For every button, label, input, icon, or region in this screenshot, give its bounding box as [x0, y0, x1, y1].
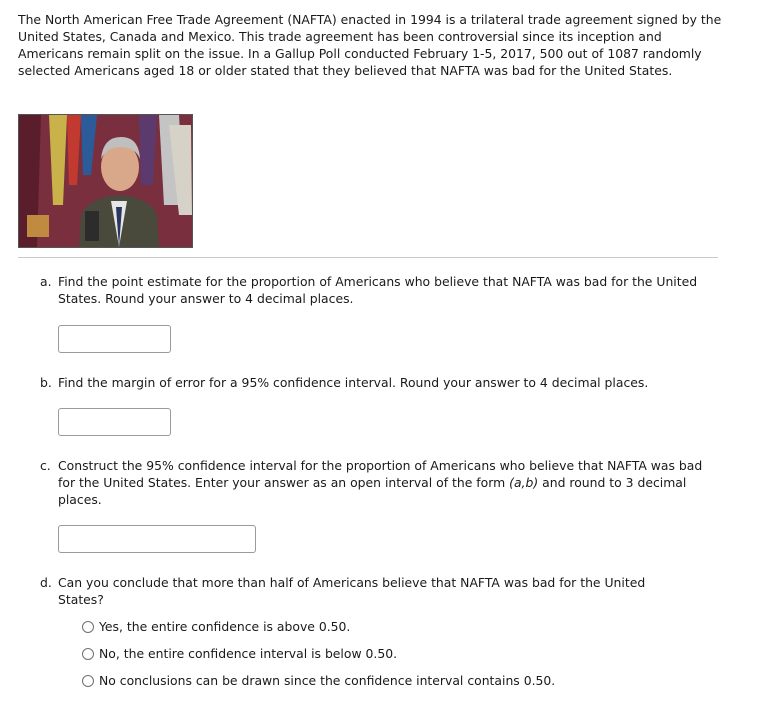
option-no-conclusion-label: No conclusions can be drawn since the confidence interval contains 0.50. [99, 673, 556, 688]
question-b-text: Find the margin of error for a 95% confidence interval. Round your answer to 4 decimal places. [58, 375, 649, 390]
answer-b-input[interactable] [58, 408, 171, 436]
question-c [40, 457, 710, 508]
question-c-interval-form: (a,b) [509, 475, 539, 490]
radio-button[interactable] [82, 648, 94, 660]
option-yes[interactable] [82, 618, 350, 635]
question-a-text: Find the point estimate for the proportion of Americans who believe that NAFTA was bad for the United States. Round your answer to 4 decimal places. [58, 274, 698, 306]
question-d-letter: d. [40, 575, 52, 590]
question-c-text [58, 457, 710, 508]
radio-button[interactable] [82, 621, 94, 633]
answer-a-input[interactable] [58, 325, 171, 353]
question-d [40, 574, 690, 608]
speaker-photo [18, 114, 193, 248]
question-c-text-part1: Construct the 95% confidence interval for the proportion of Americans who believe that NAFTA was bad for the United States. Enter your answer as an open interval of the form [58, 458, 703, 490]
question-c-letter: c. [40, 458, 51, 473]
question-c-text-part2: and round to 3 decimal places. [58, 475, 687, 507]
question-a-letter: a. [40, 274, 52, 289]
section-divider [18, 257, 718, 258]
option-no[interactable] [82, 645, 397, 662]
option-no-conclusion[interactable] [82, 672, 555, 689]
radio-button[interactable] [82, 675, 94, 687]
question-d-text: Can you conclude that more than half of Americans believe that NAFTA was bad for the United States? [58, 575, 646, 607]
answer-c-input[interactable] [58, 525, 256, 553]
option-yes-label: Yes, the entire confidence is above 0.50. [99, 619, 351, 634]
question-b-letter: b. [40, 375, 52, 390]
question-b [40, 374, 720, 391]
question-a [40, 273, 700, 307]
intro-paragraph: The North American Free Trade Agreement (NAFTA) enacted in 1994 is a trilateral trade agreement signed by the United States, Canada and Mexico. This trade agreement has been controversial since its inception and Americans remain split on the issue. In a Gallup Poll conducted February 1-5, 2017, 500 out of 1087 randomly selected Americans aged 18 or older stated that they believed that NAFTA was bad for the United States. [18, 12, 722, 78]
option-no-label: No, the entire confidence interval is below 0.50. [99, 646, 398, 661]
